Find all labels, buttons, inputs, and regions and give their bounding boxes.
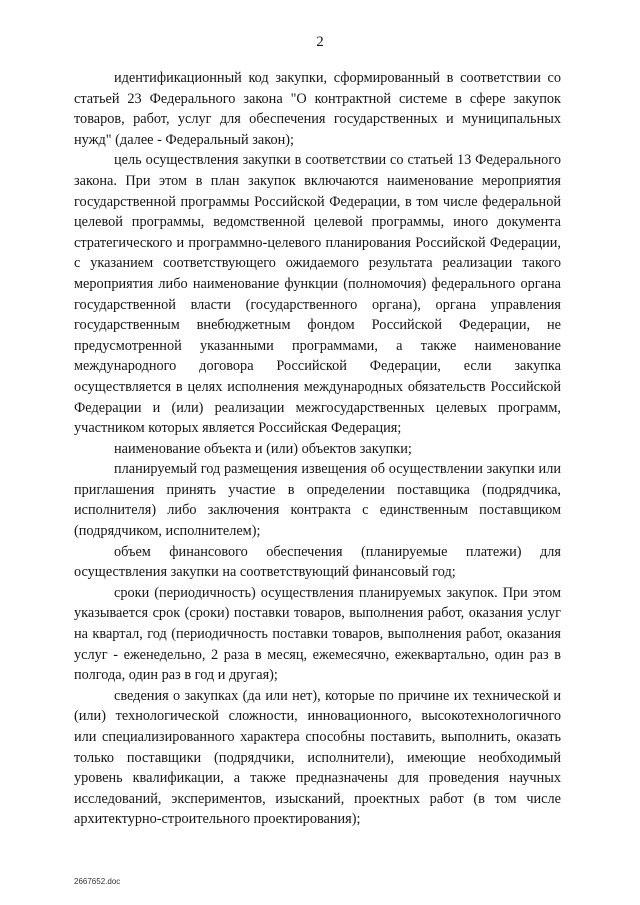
paragraph-procurement-purpose: цель осуществления закупки в соответствии со статьей 13 Федерального закона. При этом в план закупок включаются наименование мероприятия государственной программы Российской Федерации, в том числе федеральной целевой программы, ведомственной целевой программы, иного документа стратегического и программно-целевого планирования Российской Федерации, с указанием соответствующего ожидаемого результата реализации такого мероприятия либо наименование функции (полномочия) федерального органа государственной власти (государственного органа), органа управления государственным внебюджетным фондом Российской Федерации, не предусмотренной указанными программами, а также наименование международного договора Российской Федерации, если закупка осуществляется в целях исполнения международных обязательств Российской Федерации и (или) реализации межгосударственных целевых программ, участником которых является Российская Федерация; xyxy=(74,152,561,437)
paragraph-procurement-object: наименование объекта и (или) объектов закупки; xyxy=(114,440,412,457)
paragraph-complex-procurements: сведения о закупках (да или нет), которые по причине их технической и (или) технологической сложности, инновационного, высокотехнологичного или специализированного характера способны поставить, выполнить, оказать только поставщики (подрядчики, исполнители), имеющие необходимый уровень квалификации, а также предназначены для проведения научных исследований, экспериментов, изысканий, проектных работ (в том числе архитектурно-строительного проектирования); xyxy=(74,687,561,828)
paragraph-procurement-terms: сроки (периодичность) осуществления планируемых закупок. При этом указывается срок (сроки) поставки товаров, выполнения работ, оказания услуг на квартал, год (периодичность поставки товаров, выполнения работ, оказания услуг - еженедельно, 2 раза в месяц, ежемесячно, ежеквартально, один раз в полгода, один раз в год и другая); xyxy=(74,584,561,684)
document-file-code: 2667652.doc xyxy=(74,877,121,886)
page-number: 2 xyxy=(316,34,324,50)
paragraph-planned-year: планируемый год размещения извещения об осуществлении закупки или приглашения принять участие в определении поставщика (подрядчика, исполнителя) либо заключения контракта с единственным поставщиком (подрядчиком, исполнителем); xyxy=(74,461,561,540)
paragraph-financing-volume: объем финансового обеспечения (планируемые платежи) для осуществления закупки на соответствующий финансовый год; xyxy=(74,543,561,581)
document-body xyxy=(74,68,561,830)
paragraph-procurement-code: идентификационный код закупки, сформированный в соответствии со статьей 23 Федерального закона "О контрактной системе в сфере закупок товаров, работ, услуг для обеспечения государственных и муниципальных нужд" (далее - Федеральный закон); xyxy=(74,70,561,148)
